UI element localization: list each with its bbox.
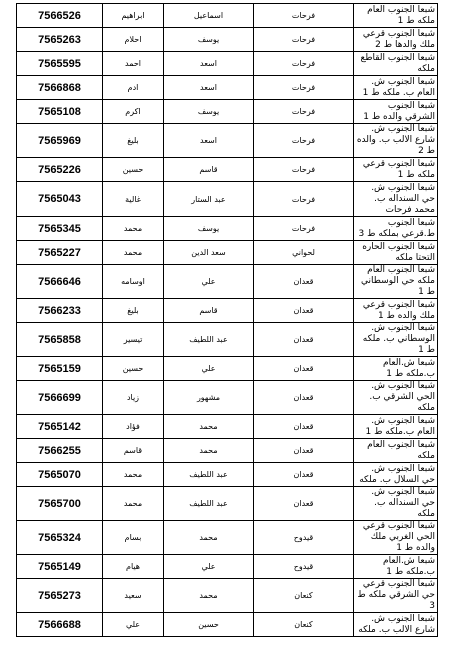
phone-cell: 7565324 [17, 521, 103, 555]
family-name-cell: فرحات [254, 158, 354, 182]
phone-cell: 7565070 [17, 463, 103, 487]
table-row [17, 52, 438, 76]
first-name-cell: حسين [103, 158, 164, 182]
table-row [17, 415, 438, 439]
address-cell: شبعا الجنوب ش. شارع الالب ب. والده ط 2 [354, 124, 438, 158]
table-row [17, 555, 438, 579]
phone-cell: 7565226 [17, 158, 103, 182]
father-name-cell: اسعد [164, 124, 254, 158]
father-name-cell: قاسم [164, 299, 254, 323]
table-row [17, 265, 438, 299]
address-cell: شبعا الجنوب ط.قرعي بملكه ط 3 [354, 217, 438, 241]
family-name-cell: فرحات [254, 28, 354, 52]
father-name-cell: اسعد [164, 76, 254, 100]
address-cell: شبعا الجنوب القاطع ملكه [354, 52, 438, 76]
first-name-cell: محمد [103, 487, 164, 521]
family-name-cell: قعدان [254, 487, 354, 521]
address-cell: شبعا الجنوب العام ملكه [354, 439, 438, 463]
address-cell: شبعا الجنوب قرعي ملك والده ط 1 [354, 299, 438, 323]
phone-cell: 7566688 [17, 613, 103, 637]
address-cell: شبعا الجنوب ش. العام ب.ملكه ط 1 [354, 415, 438, 439]
address-cell: شبعا الجنوب ش. شارع الالب ب. ملكه [354, 613, 438, 637]
table-row [17, 579, 438, 613]
table-row [17, 217, 438, 241]
phone-cell: 7566233 [17, 299, 103, 323]
father-name-cell: اسعد [164, 52, 254, 76]
father-name-cell: عبد اللطيف [164, 323, 254, 357]
family-name-cell: قعدان [254, 415, 354, 439]
family-name-cell: كنعان [254, 579, 354, 613]
address-cell: شبعا الجنوب الشرقي والده ط 1 [354, 100, 438, 124]
first-name-cell: ابراهيم [103, 4, 164, 28]
phone-cell: 7565149 [17, 555, 103, 579]
first-name-cell: محمد [103, 241, 164, 265]
table-row [17, 521, 438, 555]
father-name-cell: قاسم [164, 158, 254, 182]
family-name-cell: قعدان [254, 357, 354, 381]
family-name-cell: قعدان [254, 265, 354, 299]
father-name-cell: يوسف [164, 217, 254, 241]
address-cell: شبعا الجنوب العام ملكه حي الوسطاني ط 1 [354, 265, 438, 299]
family-name-cell: قعدان [254, 439, 354, 463]
table-row [17, 613, 438, 637]
phone-cell: 7566526 [17, 4, 103, 28]
phone-cell: 7565345 [17, 217, 103, 241]
father-name-cell: محمد [164, 579, 254, 613]
address-cell: شبعا الجنوب ش. حي السنداله ب. محمد فرحات [354, 182, 438, 217]
address-cell: شبعا الجنوب ش. حي السلال ب. ملكه [354, 463, 438, 487]
phone-cell: 7565108 [17, 100, 103, 124]
father-name-cell: يوسف [164, 28, 254, 52]
phone-cell: 7565700 [17, 487, 103, 521]
father-name-cell: محمد [164, 439, 254, 463]
family-name-cell: قعدان [254, 463, 354, 487]
family-name-cell: فرحات [254, 100, 354, 124]
family-name-cell: فرحات [254, 182, 354, 217]
phone-cell: 7565858 [17, 323, 103, 357]
phone-cell: 7565969 [17, 124, 103, 158]
family-name-cell: فرحات [254, 4, 354, 28]
directory-rows [17, 4, 438, 637]
family-name-cell: قيدوح [254, 521, 354, 555]
first-name-cell: احمد [103, 52, 164, 76]
table-row [17, 241, 438, 265]
address-cell: شبعا ش.العام ب.ملكه ط 1 [354, 555, 438, 579]
father-name-cell: عبد اللطيف [164, 463, 254, 487]
phone-cell: 7566868 [17, 76, 103, 100]
address-cell: شبعا الجنوب ش. الحي الشرقي ب. ملكه [354, 381, 438, 415]
address-cell: شبعا ش.العام ب.ملكه ط 1 [354, 357, 438, 381]
phone-cell: 7565273 [17, 579, 103, 613]
family-name-cell: قعدان [254, 381, 354, 415]
table-row [17, 124, 438, 158]
phone-cell: 7566255 [17, 439, 103, 463]
address-cell: شبعا الجنوب قرعي ملك والدها ط 2 [354, 28, 438, 52]
phone-cell: 7565142 [17, 415, 103, 439]
first-name-cell: بليغ [103, 124, 164, 158]
father-name-cell: مشهور [164, 381, 254, 415]
table-row [17, 357, 438, 381]
father-name-cell: اسماعيل [164, 4, 254, 28]
family-name-cell: قعدان [254, 323, 354, 357]
table-row [17, 299, 438, 323]
father-name-cell: علي [164, 555, 254, 579]
father-name-cell: عبد الستار [164, 182, 254, 217]
table-row [17, 487, 438, 521]
first-name-cell: اكرم [103, 100, 164, 124]
table-row [17, 100, 438, 124]
father-name-cell: يوسف [164, 100, 254, 124]
table-row [17, 28, 438, 52]
father-name-cell: علي [164, 357, 254, 381]
table-row [17, 158, 438, 182]
father-name-cell: محمد [164, 521, 254, 555]
family-name-cell: لحواني [254, 241, 354, 265]
first-name-cell: بليغ [103, 299, 164, 323]
phone-cell: 7565159 [17, 357, 103, 381]
family-name-cell: فرحات [254, 52, 354, 76]
family-name-cell: كنعان [254, 613, 354, 637]
first-name-cell: زياد [103, 381, 164, 415]
father-name-cell: عبد اللطيف [164, 487, 254, 521]
first-name-cell: احلام [103, 28, 164, 52]
family-name-cell: قيدوح [254, 555, 354, 579]
first-name-cell: غالية [103, 182, 164, 217]
directory-table [16, 3, 438, 637]
first-name-cell: ادم [103, 76, 164, 100]
family-name-cell: فرحات [254, 76, 354, 100]
father-name-cell: سعد الدين [164, 241, 254, 265]
father-name-cell: محمد [164, 415, 254, 439]
phone-cell: 7565595 [17, 52, 103, 76]
phone-cell: 7566699 [17, 381, 103, 415]
table-row [17, 381, 438, 415]
address-cell: شبعا الجنوب الحاره التحتا ملكه [354, 241, 438, 265]
address-cell: شبعا الجنوب قرعي الحي الغربي ملك والده ط 1 [354, 521, 438, 555]
first-name-cell: تيسير [103, 323, 164, 357]
family-name-cell: قعدان [254, 299, 354, 323]
first-name-cell: قاسم [103, 439, 164, 463]
table-row [17, 323, 438, 357]
first-name-cell: اوسامه [103, 265, 164, 299]
table-row [17, 463, 438, 487]
family-name-cell: فرحات [254, 217, 354, 241]
father-name-cell: علي [164, 265, 254, 299]
phone-cell: 7565227 [17, 241, 103, 265]
first-name-cell: محمد [103, 463, 164, 487]
phone-cell: 7565263 [17, 28, 103, 52]
table-row [17, 76, 438, 100]
first-name-cell: حسين [103, 357, 164, 381]
address-cell: شبعا الجنوب ش. الوسطاني ب. ملكه ط 1 [354, 323, 438, 357]
address-cell: شبعا الجنوب ش. حي السنداله ب. ملكه [354, 487, 438, 521]
phone-cell: 7565043 [17, 182, 103, 217]
table-row [17, 439, 438, 463]
first-name-cell: هيام [103, 555, 164, 579]
address-cell: شبعا الجنوب ش. العام ب. ملكه ط 1 [354, 76, 438, 100]
table-row [17, 182, 438, 217]
phone-cell: 7566646 [17, 265, 103, 299]
first-name-cell: بسام [103, 521, 164, 555]
first-name-cell: محمد [103, 217, 164, 241]
first-name-cell: سعيد [103, 579, 164, 613]
family-name-cell: فرحات [254, 124, 354, 158]
table-row [17, 4, 438, 28]
first-name-cell: فؤاد [103, 415, 164, 439]
father-name-cell: حسين [164, 613, 254, 637]
first-name-cell: علي [103, 613, 164, 637]
address-cell: شبعا الجنوب قرعي حي الشرقي ملكه ط 3 [354, 579, 438, 613]
address-cell: شبعا الجنوب العام ملكه ط 1 [354, 4, 438, 28]
address-cell: شبعا الجنوب قرعي ملكه ط 1 [354, 158, 438, 182]
